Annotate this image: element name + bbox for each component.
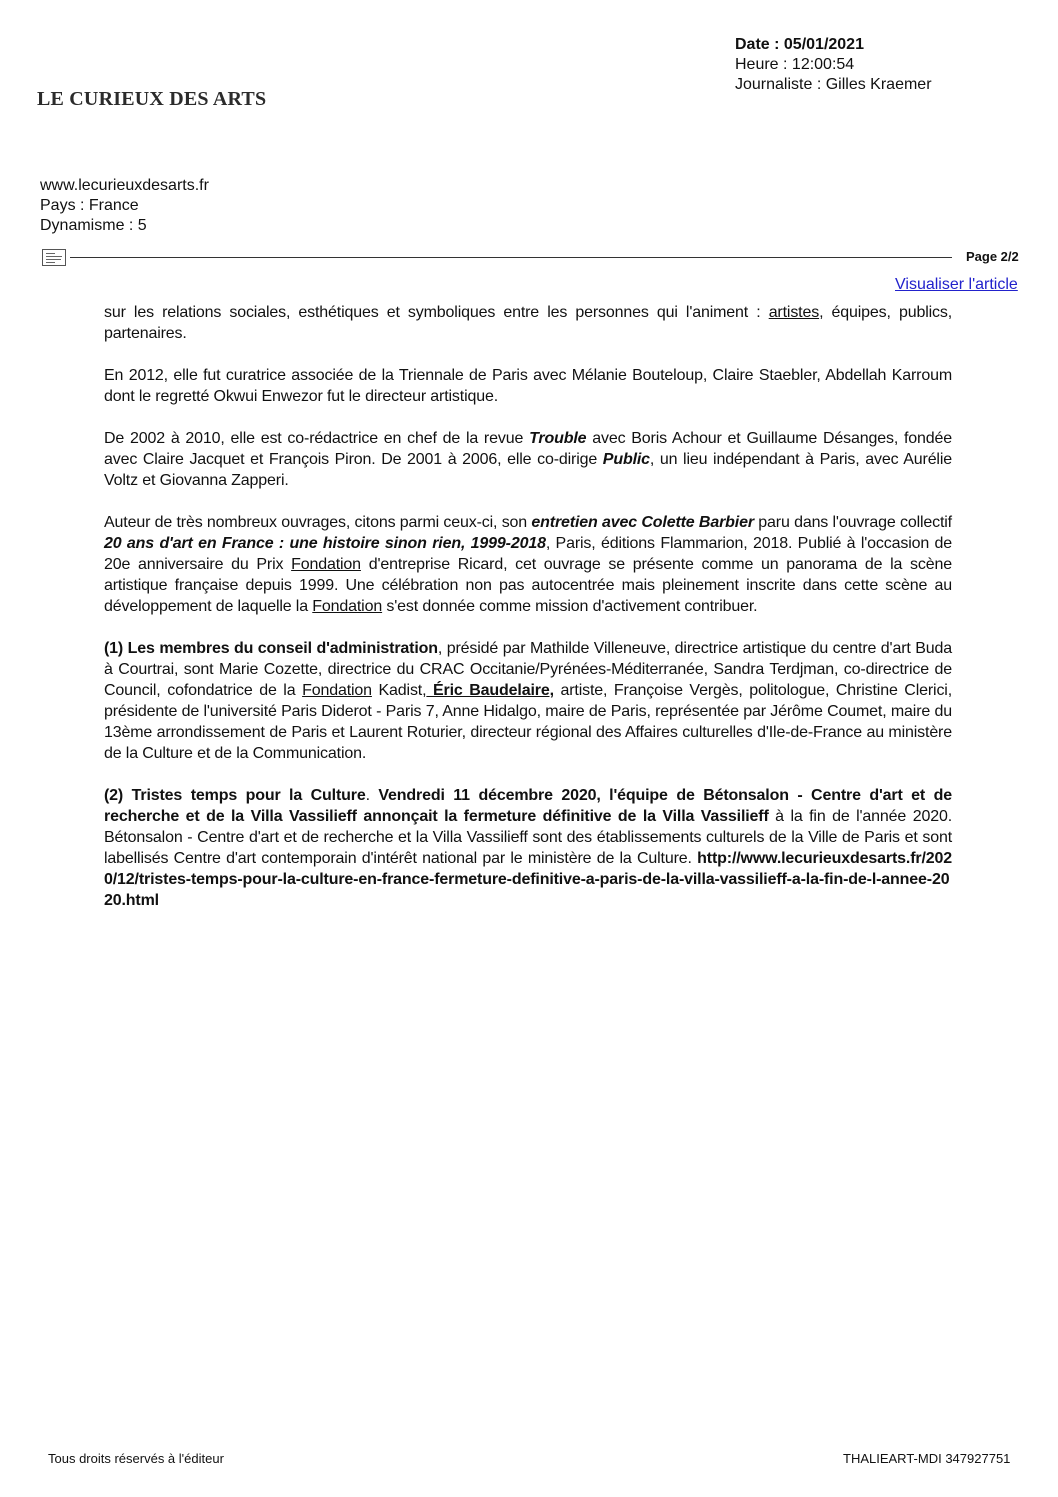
fondation-link[interactable]: Fondation [302, 682, 372, 699]
paragraph-triennale: En 2012, elle fut curatrice associée de la Triennale de Paris avec Mélanie Bouteloup, Claire Staebler, Abdellah Karroum dont le regretté Okwui Enwezor fut le directeur artistique. [104, 367, 952, 405]
article-journalist: Journaliste : Gilles Kraemer [735, 76, 932, 93]
source-meta [40, 176, 209, 236]
interview-title: entretien avec Colette Barbier [531, 514, 754, 531]
footnote-heading: (1) Les membres du conseil d'administration [104, 640, 438, 657]
text-run: , Paris, éditions Flammarion, 2018. Publié à l'occasion de 20e anniversaire du Prix [104, 535, 952, 573]
footer-rights: Tous droits réservés à l'éditeur [48, 1451, 224, 1466]
text-run: à la fin de l'année 2020. Bétonsalon - Centre d'art et de recherche et la Villa Vassilieff sont des établissements culturels de la Ville de Paris et sont labellisés Centre d'art contemporain d'intérêt national par le ministère de la Culture. [104, 808, 952, 867]
artistes-link[interactable]: artistes [768, 304, 820, 321]
public-title: Public [602, 451, 650, 468]
trouble-title: Trouble [529, 430, 587, 447]
footnote-heading: (2) Tristes temps pour la Culture [104, 787, 366, 804]
text-run: Auteur de très nombreux ouvrages, citons parmi ceux-ci, son [104, 514, 532, 531]
text-run: sur les relations sociales, esthétiques et symboliques entre les personnes qui l'animent : [104, 304, 769, 321]
paragraph-tristes-temps [104, 785, 952, 911]
paragraph-board-members [104, 638, 952, 764]
source-country: Pays : France [40, 197, 139, 214]
text-run: . [365, 787, 379, 804]
article-time: Heure : 12:00:54 [735, 56, 855, 73]
text-run: artiste, Françoise Vergès, politologue, Christine Clerici, présidente de l'université Paris Diderot - Paris 7, Anne Hidalgo, maire de Paris, représentée par Jérôme Coumet, maire du 13ème arrondissement de Paris et Laurent Roturier, directeur régional des Affaires culturelles d'Ile-de-France au ministère de la Culture et de la Communication. [104, 682, 952, 762]
text-run: avec Boris Achour et Guillaume Désanges, fondée avec Claire Jacquet et François Piron. De 2001 à 2006, elle co-dirige [104, 430, 952, 468]
text-run: , présidé par Mathilde Villeneuve, directrice artistique du centre d'art Buda à Courtrai, sont Marie Cozette, directrice du CRAC Occitanie/Pyrénées-Méditerranée, Sandra Terdjman, co-directrice de Council, cofondatrice de la [104, 640, 953, 699]
page-number: Page 2/2 [966, 249, 1019, 264]
paragraph-publications [104, 512, 952, 617]
fondation-link[interactable]: Fondation [291, 556, 361, 573]
article-document-icon [42, 249, 66, 266]
text-run: Kadist, [371, 682, 427, 699]
article-meta [735, 35, 932, 95]
book-title: 20 ans d'art en France : une histoire sinon rien, 1999-2018 [104, 535, 546, 552]
text-run: d'entreprise Ricard, cet ouvrage se présente comme un panorama de la scène artistique française depuis 1999. Une célébration non pas autocentrée mais pleinement inscrite dans cette scène au développement de laquelle la [104, 556, 952, 615]
text-run: , un lieu indépendant à Paris, avec Aurélie Voltz et Giovanna Zapperi. [104, 451, 952, 489]
text-run: , équipes, publics, partenaires. [104, 304, 952, 342]
footer-reference: THALIEART-MDI 347927751 [843, 1451, 1011, 1466]
article-date: Date : 05/01/2021 [735, 36, 864, 53]
text-run: s'est donnée comme mission d'activement contribuer. [382, 598, 758, 615]
text-run: De 2002 à 2010, elle est co-rédactrice en chef de la revue [104, 430, 530, 447]
text-run: paru dans l'ouvrage collectif [753, 514, 952, 531]
announcement-text: Vendredi 11 décembre 2020, l'équipe de Bétonsalon - Centre d'art et de recherche et de la Villa Vassilieff annonçait la fermeture définitive de la Villa Vassilieff [104, 787, 952, 825]
paragraph-trouble [104, 428, 952, 491]
source-url[interactable]: http://www.lecurieuxdesarts.fr/2020/12/tristes-temps-pour-la-culture-en-france-fermeture-definitive-a-paris-de-la-villa-vassilieff-a-la-fin-de-l-annee-2020.html [104, 850, 952, 909]
paragraph-relations [104, 302, 952, 344]
header-divider [70, 257, 952, 258]
source-site: www.lecurieuxdesarts.fr [40, 177, 209, 194]
eric-baudelaire-link[interactable]: Éric Baudelaire, [426, 682, 554, 699]
view-article-link[interactable]: Visualiser l'article [895, 276, 1018, 293]
article-body [104, 302, 952, 932]
fondation-link[interactable]: Fondation [312, 598, 383, 615]
publication-logo: LE CURIEUX DES ARTS [37, 88, 267, 110]
source-dynamism: Dynamisme : 5 [40, 217, 147, 234]
